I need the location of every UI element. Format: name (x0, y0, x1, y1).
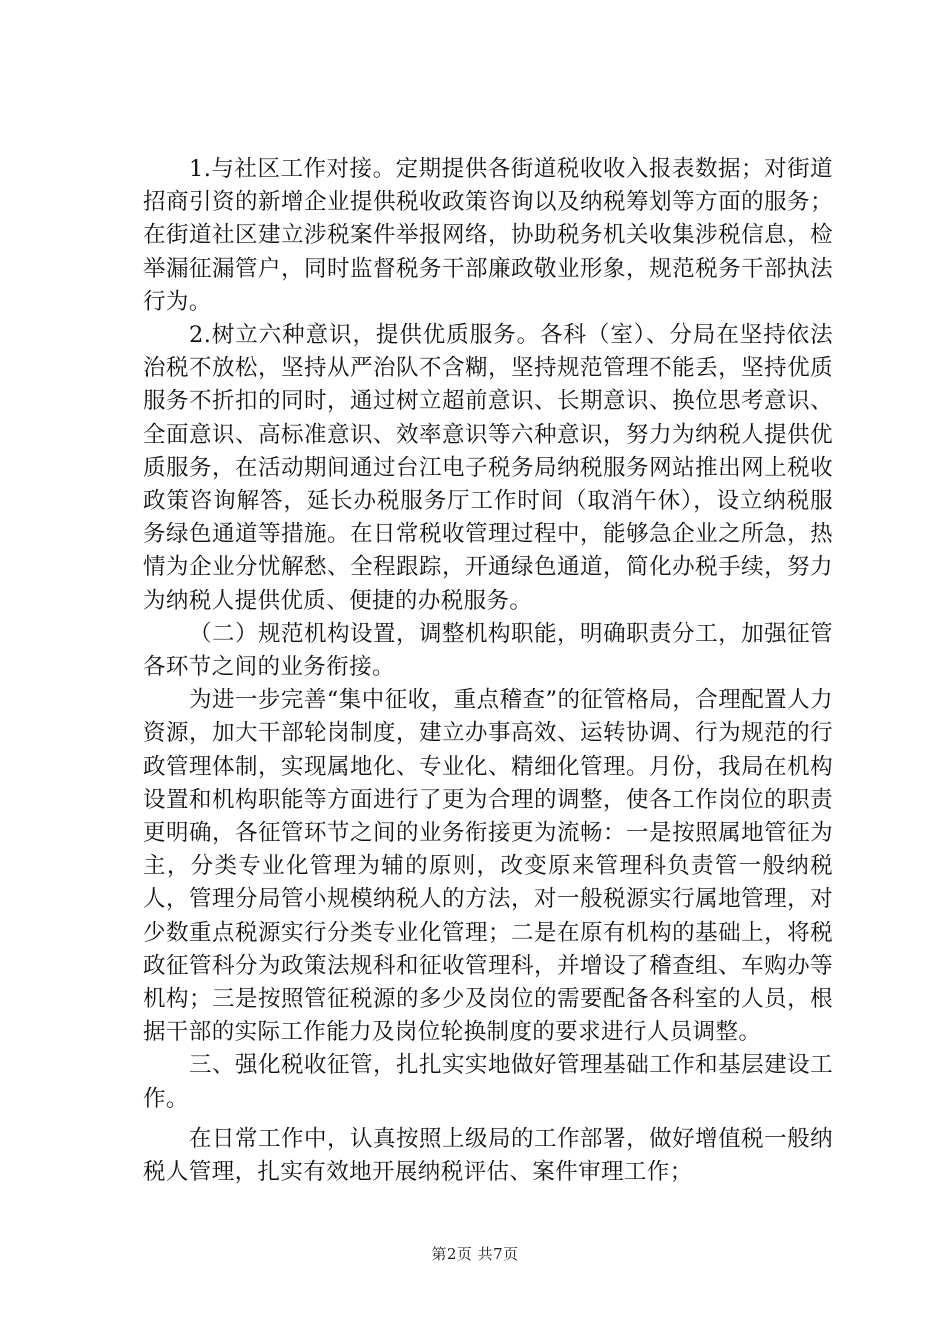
paragraph-six-awareness: 2.树立六种意识，提供优质服务。各科（室）、分局在坚持依法治税不放松，坚持从严治队不含糊，坚持规范管理不能丢，坚持优质服务不折扣的同时，通过树立超前意识、长期意识、换位思考意识、全面意识、高标准意识、效率意识等六种意识，努力为纳税人提供优质服务，在活动期间通过台江电子税务局纳税服务网站推出网上税收政策咨询解答，延长办税服务厅工作时间（取消午休），设立纳税服务绿色通道等措施。在日常税收管理过程中，能够急企业之所急，热情为企业分忧解愁、全程跟踪，开通绿色通道，简化办税手续，努力为纳税人提供优质、便捷的办税服务。 (143, 322, 833, 614)
paragraph-institution-adjustment: 为进一步完善“集中征收，重点稽查”的征管格局，合理配置人力资源，加大干部轮岗制度，建立办事高效、运转协调、行为规范的行政管理体制，实现属地化、专业化、精细化管理。月份，我局在机构设置和机构职能等方面进行了更为合理的调整，使各工作岗位的职责更明确，各征管环节之间的业务衔接更为流畅：一是按照属地管征为主，分类专业化管理为辅的原则，改变原来管理科负责管一般纳税人，管理分局管小规模纳税人的方法，对一般税源实行属地管理，对少数重点税源实行分类专业化管理；二是在原有机构的基础上，将税政征管科分为政策法规科和征收管理科，并增设了稽查组、车购办等机构；三是按照管征税源的多少及岗位的需要配备各科室的人员，根据干部的实际工作能力及岗位轮换制度的要求进行人员调整。 (143, 687, 833, 1046)
paragraph-heading-institution-setup: （二）规范机构设置，调整机构职能，明确职责分工，加强征管各环节之间的业务衔接。 (143, 620, 833, 681)
paragraph-community-liaison: 1.与社区工作对接。定期提供各街道税收收入报表数据；对街道招商引资的新增企业提供税收政策咨询以及纳税筹划等方面的服务；在街道社区建立涉税案件举报网络，协助税务机关收集涉税信息，检举漏征漏管户，同时监督税务干部廉政敬业形象，规范税务干部执法行为。 (143, 156, 833, 315)
page-footer: 第2页 共7页 (431, 1245, 519, 1263)
paragraph-daily-work: 在日常工作中，认真按照上级局的工作部署，做好增值税一般纳税人管理，扎实有效地开展纳税评估、案件审理工作； (143, 1125, 833, 1186)
paragraph-heading-tax-collection: 三、强化税收征管，扎扎实实地做好管理基础工作和基层建设工作。 (143, 1052, 833, 1112)
document-body (143, 153, 833, 1189)
